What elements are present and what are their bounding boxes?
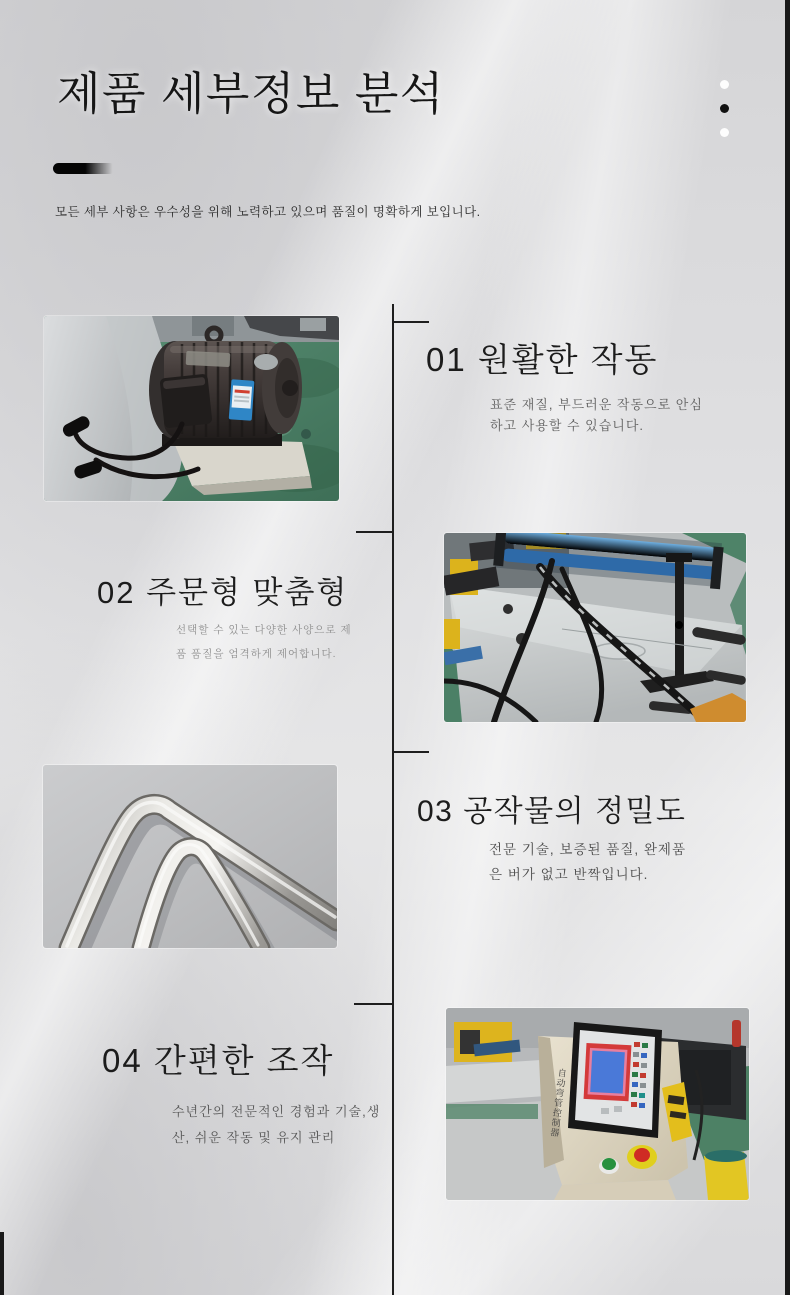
section-02-heading: 02 주문형 맞춤형 [97,575,349,610]
bent-pipe-photo [43,765,337,948]
section-04-desc-line1: 수년간의 전문적인 경험과 기술,생 [172,1104,381,1119]
timeline-tick-03 [393,751,429,753]
section-04-heading: 04 간편한 조작 [102,1042,335,1079]
section-02-desc-line2: 품 품질을 엄격하게 제어합니다. [176,648,337,660]
page-subtitle: 모든 세부 사항은 우수성을 위해 노력하고 있으며 품질이 명확하게 보입니다. [55,205,481,219]
timeline-tick-04 [354,1003,393,1005]
section-04-description [172,1099,380,1151]
section-01-description [490,394,703,436]
control-panel-chinese-label: 自动弯管控制器 [548,1067,568,1139]
timeline-tick-02 [356,531,393,533]
machine-bed-photo [444,533,746,722]
section-01-heading: 01 원활한 작동 [426,341,659,378]
section-03-desc-line2: 은 버가 없고 반짝입니다. [489,867,649,882]
right-edge-strip [785,0,790,1295]
timeline-tick-01 [393,321,429,323]
section-04-desc-line2: 산, 쉬운 작동 및 유지 관리 [172,1130,336,1145]
section-03-description [489,837,686,887]
section-03-desc-line1: 전문 기술, 보증된 품질, 완제품 [489,842,686,857]
dot-icon [720,80,729,89]
section-03-heading: 03 공작물의 정밀도 [417,795,687,828]
section-02-desc-line1: 선택할 수 있는 다양한 사양으로 제 [176,624,352,636]
control-panel-photo [446,1008,749,1200]
timeline-vertical-line [392,304,394,1295]
section-01-desc-line2: 하고 사용할 수 있습니다. [490,418,645,433]
dot-icon [720,128,729,137]
section-01-desc-line1: 표준 재질, 부드러운 작동으로 안심 [490,397,703,412]
bottom-left-edge-strip [0,1232,4,1295]
decorative-bar [53,163,115,174]
motor-photo [44,316,339,501]
section-02-description [176,618,352,666]
page-title: 제품 세부정보 분석 [57,68,445,119]
decorative-dots [719,80,729,137]
dot-icon [720,104,729,113]
